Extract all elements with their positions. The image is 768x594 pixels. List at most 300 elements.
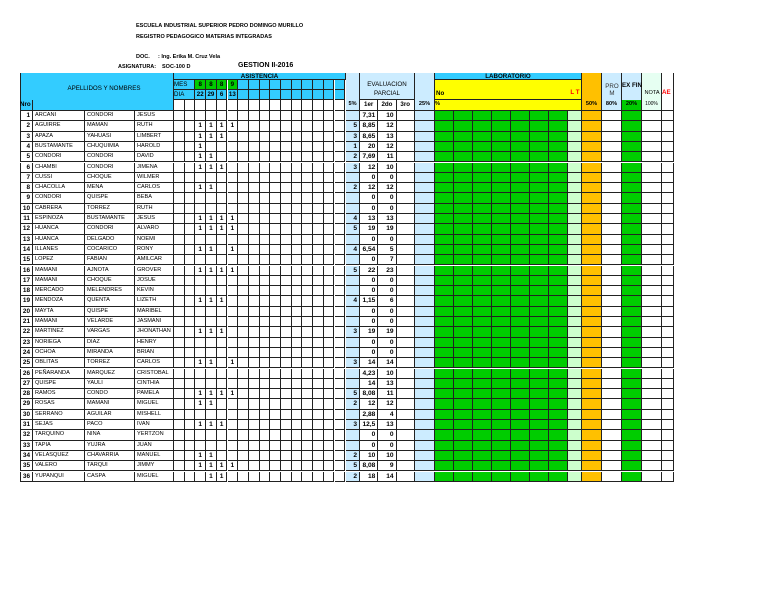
lab-cell xyxy=(454,214,473,224)
mes-cell: 9 xyxy=(228,80,239,90)
row-firstname: HENRY xyxy=(135,338,174,348)
eval-1er: 8,08 xyxy=(360,461,378,471)
attendance-cell xyxy=(313,142,324,152)
attendance-cell xyxy=(174,451,185,461)
orange-cell xyxy=(582,183,602,193)
attendance-cell xyxy=(292,245,303,255)
attendance-total xyxy=(346,338,360,348)
attendance-total: 2 xyxy=(346,152,360,162)
attendance-cell xyxy=(185,348,196,358)
ae-cell xyxy=(662,441,674,451)
attendance-cell xyxy=(281,317,292,327)
attendance-cell xyxy=(228,132,239,142)
prom-cell xyxy=(602,430,622,440)
attendance-cell xyxy=(335,430,346,440)
attendance-cell xyxy=(302,369,313,379)
attendance-cell xyxy=(335,307,346,317)
attendance-cell xyxy=(249,327,260,337)
row-nro: 10 xyxy=(20,204,33,214)
eval-3ro xyxy=(397,266,415,276)
lab-cell xyxy=(530,451,549,461)
eval-2do: 0 xyxy=(378,276,396,286)
attendance-cell xyxy=(313,255,324,265)
lab-cell xyxy=(473,307,492,317)
row-surname1: PEÑARANDA xyxy=(33,369,85,379)
attendance-cell xyxy=(249,132,260,142)
orange-cell xyxy=(582,399,602,409)
lab-pct-cell xyxy=(415,348,435,358)
att-subheader xyxy=(217,100,228,111)
lab-cell xyxy=(435,111,454,121)
row-firstname: MARIBEL xyxy=(135,307,174,317)
ae-cell xyxy=(662,338,674,348)
lab-cell xyxy=(473,461,492,471)
lab-cell xyxy=(511,389,530,399)
attendance-cell xyxy=(174,410,185,420)
lab-cell xyxy=(473,121,492,131)
exfin-cell xyxy=(622,327,642,337)
attendance-cell xyxy=(260,472,271,482)
lab-pct-cell xyxy=(415,286,435,296)
attendance-cell xyxy=(249,379,260,389)
attendance-cell xyxy=(174,142,185,152)
prom-cell xyxy=(602,121,622,131)
attendance-cell xyxy=(174,379,185,389)
row-firstname: JESUS xyxy=(135,214,174,224)
attendance-cell xyxy=(195,410,206,420)
lab-cell xyxy=(435,389,454,399)
nota-cell xyxy=(642,163,662,173)
row-surname1: AGUIRRE xyxy=(33,121,85,131)
ae-cell xyxy=(662,142,674,152)
attendance-cell xyxy=(249,163,260,173)
lab-cell xyxy=(454,111,473,121)
lab-cell xyxy=(549,451,568,461)
ae-cell xyxy=(662,193,674,203)
attendance-total: 5 xyxy=(346,121,360,131)
prom-cell xyxy=(602,193,622,203)
lt-cell xyxy=(568,224,582,234)
nota-cell xyxy=(642,420,662,430)
row-firstname: DAVID xyxy=(135,152,174,162)
attendance-cell xyxy=(324,451,335,461)
attendance-cell xyxy=(185,132,196,142)
attendance-cell xyxy=(195,441,206,451)
eval-2do: 13 xyxy=(378,379,396,389)
attendance-cell: 1 xyxy=(195,132,206,142)
prom-cell xyxy=(602,441,622,451)
attendance-cell xyxy=(281,420,292,430)
attendance-total xyxy=(346,379,360,389)
attendance-cell xyxy=(281,358,292,368)
exfin-cell xyxy=(622,111,642,121)
attendance-cell xyxy=(174,193,185,203)
attendance-cell xyxy=(270,307,281,317)
row-nro: 34 xyxy=(20,451,33,461)
attendance-cell xyxy=(313,245,324,255)
lab-cell xyxy=(435,472,454,482)
exfin-pct: 80% xyxy=(602,100,622,111)
attendance-cell xyxy=(281,235,292,245)
attendance-total xyxy=(346,369,360,379)
attendance-cell xyxy=(249,430,260,440)
attendance-cell xyxy=(238,472,249,482)
attendance-cell xyxy=(228,163,239,173)
lab-cell xyxy=(435,204,454,214)
attendance-cell xyxy=(324,420,335,430)
lab-cell xyxy=(549,358,568,368)
attendance-cell xyxy=(292,111,303,121)
attendance-cell xyxy=(292,132,303,142)
orange-cell xyxy=(582,472,602,482)
attendance-cell: 1 xyxy=(195,121,206,131)
eval-3ro xyxy=(397,369,415,379)
eval-1er: 7,69 xyxy=(360,152,378,162)
attendance-cell xyxy=(324,472,335,482)
lab-cell xyxy=(511,193,530,203)
dia-cell: 6 xyxy=(217,90,228,100)
ae-cell xyxy=(662,430,674,440)
attendance-cell: 1 xyxy=(195,399,206,409)
lab-pct-cell xyxy=(415,379,435,389)
attendance-cell xyxy=(281,193,292,203)
mes-label: MES xyxy=(174,80,195,90)
lt-cell xyxy=(568,441,582,451)
lab-cell xyxy=(454,142,473,152)
attendance-cell xyxy=(302,245,313,255)
row-nro: 14 xyxy=(20,245,33,255)
lt-cell xyxy=(568,379,582,389)
attendance-cell xyxy=(249,204,260,214)
attendance-cell xyxy=(324,441,335,451)
attendance-total: 5 xyxy=(346,224,360,234)
attendance-cell xyxy=(260,410,271,420)
eval-2do: 0 xyxy=(378,286,396,296)
lt-cell xyxy=(568,389,582,399)
lab-yellow-band xyxy=(435,80,582,100)
row-nro: 24 xyxy=(20,348,33,358)
attendance-cell xyxy=(302,255,313,265)
lab-cell xyxy=(435,193,454,203)
attendance-cell xyxy=(281,286,292,296)
lab-cell xyxy=(511,224,530,234)
attendance-cell xyxy=(281,111,292,121)
lab-cell xyxy=(492,245,511,255)
lab-cell xyxy=(473,183,492,193)
orange-cell xyxy=(582,389,602,399)
attendance-cell: 1 xyxy=(195,142,206,152)
attendance-total: 4 xyxy=(346,214,360,224)
ae-cell xyxy=(662,451,674,461)
attendance-cell xyxy=(238,276,249,286)
register-title: REGISTRO PEDAGOGICO MATERIAS INTEGRADAS xyxy=(136,34,272,40)
eval-2do: 14 xyxy=(378,358,396,368)
attendance-cell: 1 xyxy=(206,163,217,173)
attendance-cell: 1 xyxy=(195,461,206,471)
subject-label: ASIGNATURA: xyxy=(118,64,157,70)
attendance-cell xyxy=(292,173,303,183)
eval-3ro xyxy=(397,121,415,131)
row-surname1: ARCANI xyxy=(33,111,85,121)
attendance-cell: 1 xyxy=(206,132,217,142)
lab-cell xyxy=(473,472,492,482)
attendance-cell xyxy=(249,173,260,183)
exfin-cell xyxy=(622,410,642,420)
lab-cell xyxy=(549,111,568,121)
prom-cell xyxy=(602,183,622,193)
attendance-cell: 1 xyxy=(217,163,228,173)
attendance-cell xyxy=(292,152,303,162)
attendance-cell xyxy=(292,193,303,203)
lab-pct-cell xyxy=(415,369,435,379)
attendance-cell xyxy=(335,163,346,173)
attendance-cell xyxy=(335,111,346,121)
attendance-cell xyxy=(335,132,346,142)
attendance-cell xyxy=(270,193,281,203)
lab-cell xyxy=(530,111,549,121)
attendance-cell xyxy=(228,307,239,317)
prom-cell xyxy=(602,204,622,214)
attendance-cell xyxy=(335,317,346,327)
attendance-cell xyxy=(302,399,313,409)
nota-cell xyxy=(642,286,662,296)
row-surname2: YAHUASI xyxy=(85,132,135,142)
attendance-cell xyxy=(238,142,249,152)
attendance-cell xyxy=(260,317,271,327)
attendance-cell xyxy=(238,327,249,337)
attendance-cell xyxy=(302,224,313,234)
prom-cell xyxy=(602,358,622,368)
attendance-cell xyxy=(292,379,303,389)
attendance-cell: 1 xyxy=(195,420,206,430)
attendance-cell xyxy=(302,142,313,152)
row-nro: 5 xyxy=(20,152,33,162)
attendance-total: 2 xyxy=(346,451,360,461)
attendance-cell xyxy=(302,338,313,348)
attendance-cell xyxy=(335,461,346,471)
attendance-cell xyxy=(313,173,324,183)
attendance-cell xyxy=(281,142,292,152)
row-firstname: GROVER xyxy=(135,266,174,276)
prom-cell xyxy=(602,451,622,461)
attendance-cell xyxy=(185,224,196,234)
attendance-cell xyxy=(174,472,185,482)
row-firstname: NOEMI xyxy=(135,235,174,245)
attendance-cell xyxy=(174,183,185,193)
prom-cell xyxy=(602,369,622,379)
lab-cell xyxy=(473,142,492,152)
attendance-cell xyxy=(302,173,313,183)
eval-1er: 0 xyxy=(360,255,378,265)
row-surname2: MIRANDA xyxy=(85,348,135,358)
lab-cell xyxy=(530,152,549,162)
eval-1er: 18 xyxy=(360,472,378,482)
lab-cell xyxy=(549,245,568,255)
lt-cell xyxy=(568,472,582,482)
lt-cell xyxy=(568,296,582,306)
lab-cell xyxy=(511,472,530,482)
attendance-cell xyxy=(238,255,249,265)
eval-1er: 4,23 xyxy=(360,369,378,379)
att-subheader xyxy=(228,100,239,111)
lab-pct-cell xyxy=(415,214,435,224)
attendance-cell xyxy=(335,152,346,162)
attendance-cell xyxy=(270,348,281,358)
attendance-total: 4 xyxy=(346,245,360,255)
attendance-cell xyxy=(281,369,292,379)
lt-cell xyxy=(568,327,582,337)
attendance-cell xyxy=(185,152,196,162)
mes-cell xyxy=(335,80,346,90)
attendance-cell xyxy=(260,307,271,317)
attendance-cell xyxy=(195,369,206,379)
attendance-cell xyxy=(174,121,185,131)
eval-2do: 10 xyxy=(378,111,396,121)
attendance-cell xyxy=(238,132,249,142)
row-firstname: CARLOS xyxy=(135,183,174,193)
lab-pct-cell xyxy=(415,193,435,203)
attendance-cell xyxy=(324,255,335,265)
prom-cell xyxy=(602,163,622,173)
row-surname1: CONDORI xyxy=(33,152,85,162)
lab-cell xyxy=(473,235,492,245)
nota-cell xyxy=(642,369,662,379)
ae-cell xyxy=(662,121,674,131)
eval-3ro xyxy=(397,379,415,389)
attendance-cell xyxy=(185,214,196,224)
lab-cell xyxy=(454,204,473,214)
lab-cell xyxy=(473,255,492,265)
attendance-cell xyxy=(238,420,249,430)
att-subheader xyxy=(238,100,249,111)
lab-cell xyxy=(435,286,454,296)
lab-cell xyxy=(473,132,492,142)
row-nro: 26 xyxy=(20,369,33,379)
attendance-cell xyxy=(313,163,324,173)
nota-pct: 100% xyxy=(642,100,662,111)
attendance-cell xyxy=(249,296,260,306)
attendance-cell xyxy=(281,163,292,173)
attendance-cell xyxy=(270,214,281,224)
attendance-cell xyxy=(292,296,303,306)
attendance-cell xyxy=(260,461,271,471)
eval-1er: 14 xyxy=(360,379,378,389)
attendance-cell xyxy=(174,338,185,348)
lab-cell xyxy=(454,224,473,234)
nota-cell xyxy=(642,296,662,306)
orange-cell xyxy=(582,235,602,245)
lab-cell xyxy=(549,204,568,214)
lab-cell xyxy=(549,142,568,152)
attendance-cell xyxy=(270,152,281,162)
attendance-cell xyxy=(174,296,185,306)
attendance-cell xyxy=(281,296,292,306)
attendance-cell xyxy=(238,410,249,420)
attendance-cell xyxy=(335,255,346,265)
lab-cell xyxy=(492,173,511,183)
eval-2do: 11 xyxy=(378,152,396,162)
attendance-cell: 1 xyxy=(217,461,228,471)
attendance-cell xyxy=(302,183,313,193)
attendance-cell xyxy=(249,307,260,317)
attendance-cell xyxy=(313,430,324,440)
attendance-cell xyxy=(324,111,335,121)
attendance-cell xyxy=(260,296,271,306)
attendance-cell xyxy=(270,317,281,327)
attendance-cell: 1 xyxy=(206,245,217,255)
attendance-cell xyxy=(238,358,249,368)
eval-2do: 0 xyxy=(378,430,396,440)
attendance-cell xyxy=(206,317,217,327)
lt-cell xyxy=(568,276,582,286)
lab-cell xyxy=(530,410,549,420)
attendance-total xyxy=(346,430,360,440)
doc-label: DOC. xyxy=(136,54,150,60)
names-header-label: APELLIDOS Y NOMBRES xyxy=(67,85,141,92)
attendance-cell xyxy=(217,286,228,296)
orange-cell xyxy=(582,410,602,420)
lab-cell xyxy=(473,430,492,440)
attendance-cell xyxy=(260,132,271,142)
row-firstname: MISHELL xyxy=(135,410,174,420)
attendance-cell xyxy=(260,338,271,348)
row-surname1: CONDORI xyxy=(33,193,85,203)
eval-2do: 11 xyxy=(378,389,396,399)
attendance-cell xyxy=(302,441,313,451)
lab-cell xyxy=(492,266,511,276)
attendance-cell xyxy=(292,235,303,245)
attendance-cell xyxy=(313,296,324,306)
attendance-cell xyxy=(217,307,228,317)
attendance-cell xyxy=(238,204,249,214)
nota-cell xyxy=(642,193,662,203)
ae-cell xyxy=(662,235,674,245)
nota-cell xyxy=(642,327,662,337)
lab-cell xyxy=(492,430,511,440)
attendance-cell xyxy=(335,327,346,337)
row-surname2: CHOQUE xyxy=(85,276,135,286)
row-surname2: MAMANI xyxy=(85,399,135,409)
attendance-cell xyxy=(335,266,346,276)
orange-cell xyxy=(582,296,602,306)
attendance-cell xyxy=(302,472,313,482)
att-subheader xyxy=(302,100,313,111)
lab-cell xyxy=(454,410,473,420)
mes-cell xyxy=(270,80,281,90)
eval-1er: 0 xyxy=(360,307,378,317)
exfin-cell xyxy=(622,451,642,461)
attendance-cell xyxy=(313,111,324,121)
attendance-cell: 1 xyxy=(206,358,217,368)
attendance-cell xyxy=(174,399,185,409)
orange-cell xyxy=(582,224,602,234)
attendance-total: 3 xyxy=(346,163,360,173)
attendance-cell xyxy=(217,441,228,451)
eval-1er: 12,5 xyxy=(360,420,378,430)
orange-cell xyxy=(582,461,602,471)
eval-1er: 13 xyxy=(360,214,378,224)
lt-cell xyxy=(568,338,582,348)
lab-cell xyxy=(473,358,492,368)
attendance-cell xyxy=(302,358,313,368)
row-surname2: AGUILAR xyxy=(85,410,135,420)
orange-cell xyxy=(582,307,602,317)
lab-cell xyxy=(549,430,568,440)
attendance-cell xyxy=(249,224,260,234)
attendance-cell xyxy=(249,276,260,286)
attendance-cell xyxy=(270,358,281,368)
lab-cell xyxy=(511,183,530,193)
